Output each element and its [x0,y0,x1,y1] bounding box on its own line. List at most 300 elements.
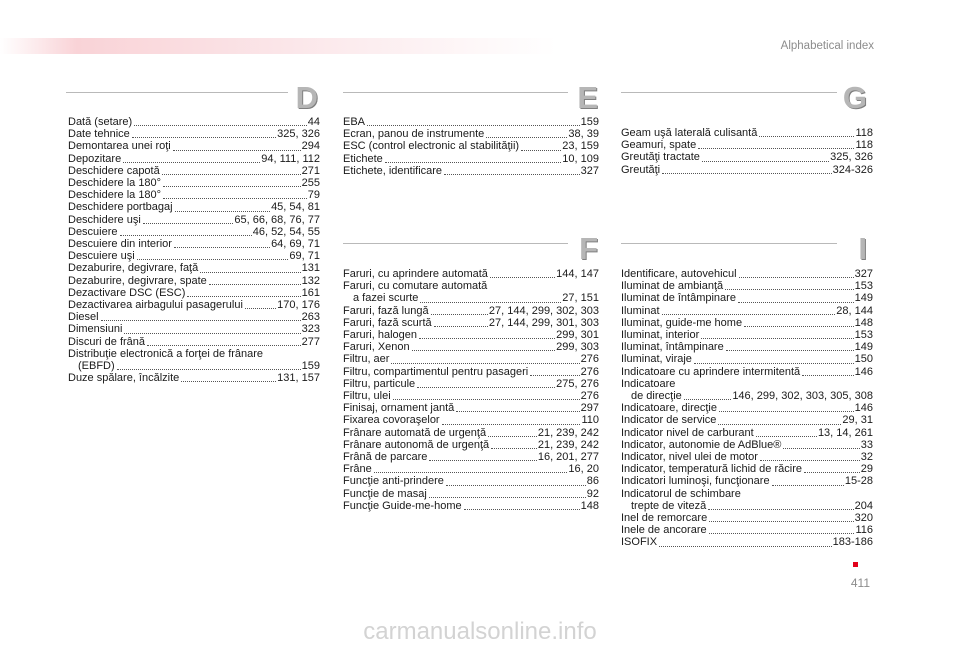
index-entry [343,292,599,304]
dot-leader [187,296,300,297]
index-entry [621,390,873,402]
dot-leader [738,302,854,303]
index-pages: 294 [301,140,320,153]
index-entry [621,536,873,548]
dot-leader [117,369,301,370]
dot-leader [420,302,561,303]
index-entry [621,524,873,536]
dot-leader [162,174,301,175]
index-entry [343,475,599,487]
index-term: Etichete [343,152,383,165]
dot-leader [802,375,853,376]
index-term: Geamuri, spate [621,139,697,152]
index-entry [621,151,873,163]
index-pages: 15-28 [844,475,873,488]
index-term: Date tehnice [68,128,130,141]
dot-leader [101,320,301,321]
index-term: Identificare, autovehicul [621,268,737,280]
dot-leader [698,148,854,149]
section-letter-f: F [579,231,598,266]
index-entry [343,427,599,439]
index-pages: 148 [854,316,873,329]
dot-leader [719,411,854,412]
index-entry [68,299,320,311]
dot-leader [701,338,853,339]
index-entry [343,390,599,402]
index-term: Deschidere la 180° [68,189,162,202]
index-pages: 38, 39 [568,128,599,141]
index-pages: 131, 157 [277,372,320,385]
index-pages: 10, 109 [562,152,599,165]
index-term: Indicator, autonomie de AdBlue® [621,438,782,451]
dot-leader [385,162,562,163]
index-pages: 299, 301 [556,329,599,342]
index-pages: 92 [586,487,599,500]
index-term: Iluminat, viraje [621,353,692,366]
index-pages: 183-186 [832,536,873,549]
index-entry [68,140,320,152]
index-entry [621,280,873,292]
index-entry [621,378,873,390]
dot-leader [772,485,844,486]
index-entry [68,250,320,262]
index-term: Faruri, fază lungă [343,304,429,317]
dot-leader [434,326,488,327]
index-term: Filtru, particule [343,377,416,390]
section-rule [343,92,568,93]
index-term: (EBFD) [78,360,115,373]
index-entry [621,366,873,378]
dot-leader [718,424,841,425]
index-entry [621,305,873,317]
index-term: Diesel [68,311,99,324]
index-pages: 327 [580,164,599,177]
index-pages: 21, 239, 242 [537,438,599,451]
index-entry [68,372,320,384]
index-entry [621,414,873,426]
dot-leader [209,284,301,285]
index-term: Frânare automată de urgenţă [343,426,487,439]
dot-leader [431,314,488,315]
index-term: Iluminat, guide-me home [621,316,743,329]
dot-leader [684,399,732,400]
dot-leader [662,314,836,315]
dot-leader [143,223,234,224]
index-entry [68,275,320,287]
index-pages: 159 [580,116,599,128]
index-pages: 33 [860,438,873,451]
index-term: Frână de parcare [343,451,428,464]
index-entry [621,292,873,304]
index-term: Dezactivarea airbagului pasagerului [68,299,243,312]
index-pages: 16, 20 [568,463,599,476]
index-entry [68,238,320,250]
index-term: Frânare autonomă de urgenţă [343,438,490,451]
dot-leader [200,272,300,273]
dot-leader [417,387,555,388]
index-term: Faruri, fază scurtă [343,316,432,329]
dot-leader [429,497,586,498]
index-entry [68,287,320,299]
index-entry [343,329,599,341]
index-pages: 28, 144 [836,304,873,317]
index-term: Finisaj, ornament jantă [343,402,455,415]
index-pages: 324-326 [832,163,873,176]
index-pages: 110 [581,414,599,427]
index-term: Deschidere uşi [68,213,141,226]
index-term: Dezaburire, degivrare, faţă [68,262,199,275]
dot-leader [181,381,276,382]
dot-leader [726,350,854,351]
index-term: Demontarea unei roţi [68,140,171,153]
index-entry [621,402,873,414]
section-rule [343,243,568,244]
dot-leader [464,509,580,510]
index-pages: 146 [854,402,873,415]
index-entry [343,451,599,463]
index-entry [621,341,873,353]
page-marker [853,562,858,567]
index-entry [343,439,599,451]
index-term: Filtru, compartimentul pentru pasageri [343,365,529,378]
index-entry [68,360,320,372]
dot-leader [393,399,580,400]
index-term: Duze spălare, încălzite [68,372,180,385]
index-term: Funcţie anti-prindere [343,475,444,488]
index-pages: 46, 52, 54, 55 [252,225,320,238]
index-entry [343,341,599,353]
dot-leader [173,150,301,151]
index-term: Iluminat [621,304,660,317]
section-rule [621,92,837,93]
dot-leader [147,345,301,346]
index-pages: 275, 276 [556,377,599,390]
index-entry [621,268,873,280]
section-rule [621,243,837,244]
index-term: Etichete, identificare [343,164,443,177]
index-term: Indicatoare, direcţie [621,402,717,415]
index-pages: 276 [580,365,599,378]
index-pages: 325, 326 [830,151,873,164]
index-term: Faruri, cu aprindere automată [343,268,488,280]
dot-leader [419,338,555,339]
dot-leader [245,308,276,309]
index-list-d [68,116,320,384]
index-term: Filtru, aer [343,353,390,366]
dot-leader [163,198,307,199]
index-entry [621,512,873,524]
index-entry [621,451,873,463]
dot-leader [446,485,586,486]
dot-leader [367,125,580,126]
index-term: EBA [343,116,366,128]
index-entry [68,226,320,238]
index-entry [68,262,320,274]
index-entry [68,177,320,189]
dot-leader [374,472,568,473]
index-term: Indicatori luminoşi, funcţionare [621,475,770,488]
index-term: ESC (control electronic al stabilităţii) [343,140,520,153]
dot-leader [659,546,832,547]
index-term: Deschidere portbagaj [68,201,173,214]
index-entry [621,475,873,487]
index-pages: 153 [854,329,873,342]
index-pages: 276 [580,353,599,366]
index-entry [68,323,320,335]
index-entry [343,140,599,152]
index-entry [343,500,599,512]
index-term: Fixarea covoraşelor [343,414,440,427]
dot-leader [744,326,854,327]
index-term: Funcţie de masaj [343,487,427,500]
index-pages: 159 [301,360,320,373]
dot-leader [412,350,556,351]
index-pages: 94, 111, 112 [261,152,320,165]
dot-leader [456,411,579,412]
index-pages: 299, 303 [556,341,599,354]
index-term: Dată (setare) [68,116,133,128]
index-pages: 79 [307,189,320,202]
index-entry [68,189,320,201]
index-pages: 64, 69, 71 [271,238,320,251]
index-entry [343,305,599,317]
section-header-g [621,80,867,115]
index-pages: 146, 299, 302, 303, 305, 308 [732,390,873,403]
index-entry [343,280,599,292]
dot-leader [137,259,289,260]
index-pages: 118 [855,127,873,139]
dot-leader [709,521,853,522]
index-pages: 271 [301,164,320,177]
index-pages: 118 [855,139,873,152]
index-term: Iluminat de întâmpinare [621,292,736,305]
index-term: Descuiere din interior [68,238,172,251]
index-term: Dimensiuni [68,323,123,336]
index-term: Greutăţi tractate [621,151,700,164]
section-rule [66,92,288,93]
index-entry [621,463,873,475]
index-term: a fazei scurte [353,292,419,305]
section-header-i [621,231,867,266]
index-entry [343,317,599,329]
index-entry [621,139,873,151]
index-pages: 276 [580,390,599,403]
index-entry [343,378,599,390]
index-pages: 69, 71 [289,250,320,263]
index-term: Indicatoare cu aprindere intermitentă [621,365,801,378]
index-pages: 146 [854,365,873,378]
index-term: Distribuţie electronică a forţei de frânare [68,347,264,360]
section-letter-e: E [577,80,598,115]
index-entry [343,116,599,128]
index-term: Greutăţi [621,163,661,176]
index-pages: 323 [301,323,320,336]
index-term: Inele de ancorare [621,524,707,537]
index-entry [343,128,599,140]
index-pages: 204 [854,499,873,512]
dot-leader [662,173,831,174]
index-entry [343,268,599,280]
index-entry [343,165,599,177]
index-term: Descuiere uşi [68,250,135,263]
index-term: Dezactivare DSC (ESC) [68,286,186,299]
index-pages: 29 [860,463,873,476]
index-term: Indicatorul de schimbare [621,487,741,500]
index-pages: 29, 31 [842,414,873,427]
index-pages: 32 [860,451,873,464]
dot-leader [163,186,301,187]
index-term: Iluminat de ambianţă [621,280,724,293]
index-entry [343,463,599,475]
index-term: Iluminat, interior [621,329,700,342]
dot-leader [120,235,252,236]
dot-leader [702,161,829,162]
index-pages: 161 [301,286,320,299]
index-term: Faruri, Xenon [343,341,410,354]
index-pages: 16, 201, 277 [537,451,599,464]
index-pages: 27, 144, 299, 301, 303 [488,316,599,329]
index-term: Indicatoare [621,377,676,390]
dot-leader [132,137,276,138]
index-entry [343,488,599,500]
dot-leader [124,333,300,334]
dot-leader [175,211,270,212]
index-pages: 327 [854,268,873,280]
index-term: Funcţie Guide-me-home [343,499,462,512]
section-header-f [343,231,598,266]
index-term: Iluminat, întâmpinare [621,341,724,354]
dot-leader [708,509,853,510]
dot-leader [804,472,860,473]
dot-leader [444,174,580,175]
index-pages: 21, 239, 242 [537,426,599,439]
index-term: Faruri, halogen [343,329,417,342]
index-term: Frâne [343,463,372,476]
index-entry [68,116,320,128]
index-pages: 277 [301,335,320,348]
index-pages: 149 [854,341,873,354]
index-pages: 132 [301,274,320,287]
index-entry [68,311,320,323]
index-term: Dezaburire, degivrare, spate [68,274,207,287]
index-entry [621,329,873,341]
dot-leader [134,125,307,126]
index-list-e [343,116,599,177]
dot-leader [491,448,537,449]
index-entry [68,336,320,348]
index-term: Geam uşă laterală culisantă [621,127,758,139]
index-entry [68,128,320,140]
index-pages: 27, 151 [562,292,599,305]
index-pages: 255 [301,177,320,190]
index-pages: 263 [301,311,320,324]
dot-leader [429,460,536,461]
index-entry [621,488,873,500]
index-term: Indicator de service [621,414,717,427]
index-list-i [621,268,873,549]
index-entry [68,153,320,165]
index-entry [621,353,873,365]
index-pages: 149 [854,292,873,305]
dot-leader [759,136,854,137]
dot-leader [442,424,581,425]
index-term: Inel de remorcare [621,512,708,525]
index-pages: 153 [854,280,873,293]
dot-leader [490,277,555,278]
index-entry [343,153,599,165]
index-list-f [343,268,599,512]
dot-leader [739,277,854,278]
watermark: carmanualsonline.info [363,618,597,645]
dot-leader [709,533,855,534]
index-entry [621,427,873,439]
index-pages: 27, 144, 299, 302, 303 [488,304,599,317]
section-letter-g: G [842,80,867,115]
index-term: Depozitare [68,152,122,165]
index-pages: 116 [855,524,873,537]
index-entry [68,348,320,360]
dot-leader [760,460,860,461]
dot-leader [123,162,260,163]
index-pages: 131 [301,262,320,275]
index-pages: 148 [580,499,599,512]
index-entry [621,500,873,512]
dot-leader [530,375,579,376]
dot-leader [391,363,579,364]
dot-leader [725,289,854,290]
index-term: Discuri de frână [68,335,146,348]
index-pages: 86 [586,475,599,488]
index-entry [68,201,320,213]
index-term: trepte de viteză [631,499,707,512]
index-term: ISOFIX [621,536,658,549]
index-entry [68,214,320,226]
index-pages: 170, 176 [277,299,320,312]
index-pages: 44 [307,116,320,128]
index-term: de direcţie [631,390,682,403]
index-pages: 320 [854,512,873,525]
index-entry [68,165,320,177]
dot-leader [521,150,561,151]
dot-leader [174,247,270,248]
dot-leader [694,363,854,364]
dot-leader [488,436,537,437]
dot-leader [756,436,817,437]
index-term: Deschidere capotă [68,164,160,177]
section-letter-i: I [858,231,867,266]
index-pages: 150 [854,353,873,366]
index-term: Deschidere la 180° [68,177,162,190]
index-entry [621,164,873,176]
index-term: Indicator nivel de carburant [621,426,754,439]
section-header-d [66,80,318,115]
page-number: 411 [850,576,870,590]
index-entry [343,414,599,426]
dot-leader [486,137,567,138]
index-entry [343,402,599,414]
index-term: Ecran, panou de instrumente [343,128,485,141]
index-entry [343,366,599,378]
index-entry [343,353,599,365]
index-pages: 23, 159 [562,140,599,153]
index-entry [621,127,873,139]
index-term: Descuiere [68,225,118,238]
index-entry [621,317,873,329]
index-pages: 13, 14, 261 [817,426,873,439]
index-pages: 45, 54, 81 [271,201,320,214]
index-list-g [621,127,873,176]
page-header-title: Alphabetical index [780,40,874,52]
